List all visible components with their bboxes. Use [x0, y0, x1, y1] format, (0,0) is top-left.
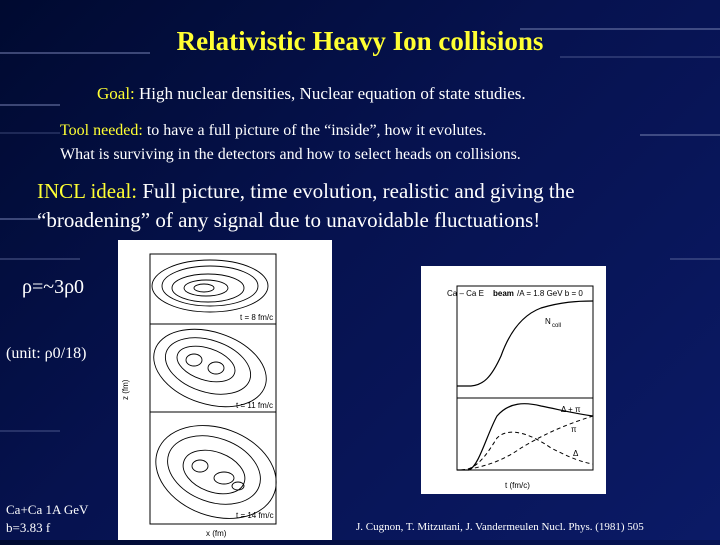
- contour-z-label: z (fm): [121, 379, 130, 400]
- incl-text-1: Full picture, time evolution, realistic and giving the: [137, 179, 575, 203]
- contour-x-label: x (fm): [206, 529, 227, 538]
- delta-label: Δ: [573, 449, 579, 458]
- background-streak: [0, 218, 40, 220]
- time-label-1: t = 8 fm/c: [240, 313, 274, 322]
- incl-line-2: “broadening” of any signal due to unavoidable fluctuations!: [37, 208, 541, 232]
- goal-label: Goal:: [97, 84, 135, 103]
- background-streak: [670, 258, 720, 260]
- time-label-2: t = 11 fm/c: [236, 401, 273, 410]
- goal-text: High nuclear densities, Nuclear equation of state studies.: [134, 84, 526, 103]
- time-evolution-plot: [421, 266, 606, 494]
- time-evolution-figure: [421, 266, 606, 494]
- right-header-prefix: Ca – Ca E: [447, 289, 484, 298]
- background-streak: [640, 134, 720, 136]
- density-note: ρ=~3ρ0: [22, 276, 85, 298]
- right-header-sub: beam: [493, 289, 514, 298]
- contour-figure: [118, 240, 332, 540]
- ncoll-label: N: [545, 317, 551, 326]
- background-streak: [0, 430, 60, 432]
- system-line-2: b=3.83 f: [6, 520, 51, 535]
- background-streak: [0, 104, 60, 106]
- ncoll-sub: coll: [552, 323, 562, 329]
- tool-line-2: What is surviving in the detectors and how to select heads on collisions.: [60, 146, 521, 163]
- tool-text-1: to have a full picture of the “inside”, how it evolutes.: [142, 122, 487, 139]
- slide-title: Relativistic Heavy Ion collisions: [176, 26, 544, 56]
- right-header-tail: /A = 1.8 GeV b = 0: [517, 289, 583, 298]
- background-streak: [0, 132, 60, 134]
- incl-line-1: [37, 179, 575, 204]
- pi-label: π: [571, 425, 577, 434]
- contour-figure-plot: [118, 240, 332, 540]
- delta-pi-label: Δ + π: [561, 405, 581, 414]
- tool-label: Tool needed:: [60, 122, 143, 139]
- tool-line-1: [60, 122, 486, 140]
- time-label-3: t = 14 fm/c: [236, 511, 274, 520]
- unit-note: (unit: ρ0/18): [6, 345, 87, 362]
- system-line-1: Ca+Ca 1A GeV: [6, 502, 89, 517]
- background-streak: [0, 258, 80, 260]
- right-x-label: t (fm/c): [505, 481, 530, 490]
- goal-line: [97, 84, 526, 104]
- incl-label: INCL ideal:: [37, 179, 138, 203]
- reference-citation: J. Cugnon, T. Mitzutani, J. Vandermeulen Nucl. Phys. (1981) 505: [356, 521, 644, 533]
